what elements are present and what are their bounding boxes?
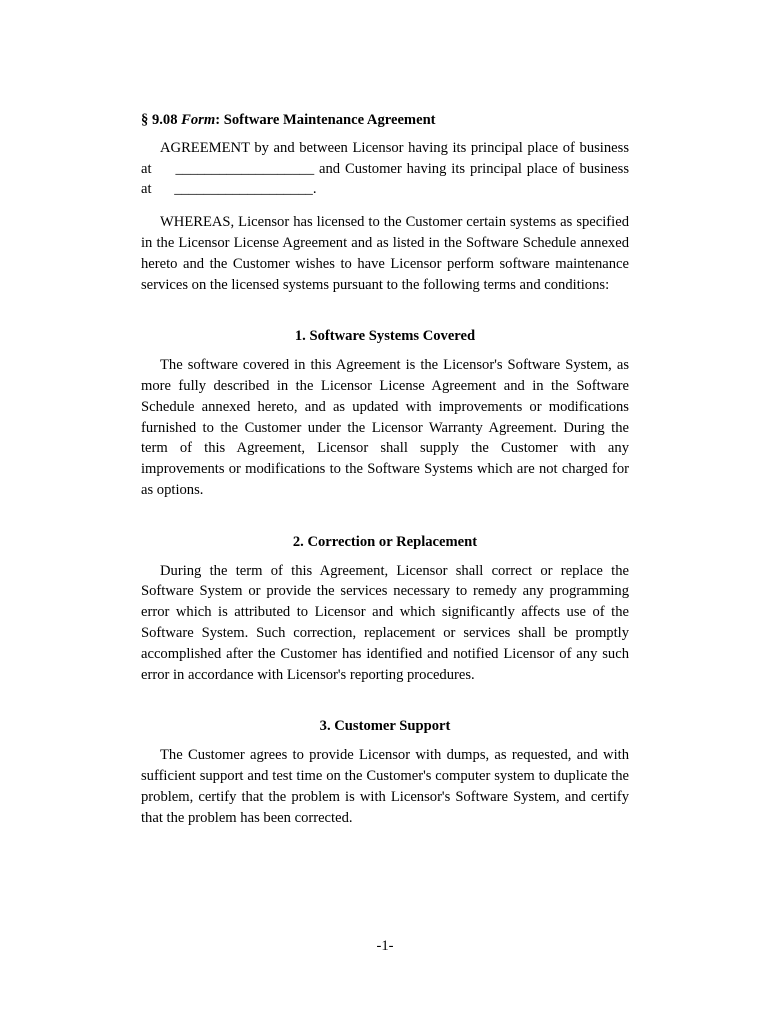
section-number: § 9.08 <box>141 112 178 128</box>
document-title <box>141 110 629 131</box>
address-blank-licensor: ___________________ <box>175 160 315 177</box>
page-number: -1- <box>376 938 394 954</box>
address-blank-customer: ___________________ <box>174 181 313 198</box>
document-page <box>141 110 629 828</box>
section-3-body: The Customer agrees to provide Licensor with dumps, as requested, and with sufficient support and test time on the Customer's computer system to duplicate the problem, certify that the problem is with Licensor's Software System, and certify that the problem has been corrected. <box>141 747 629 826</box>
form-word: Form <box>181 112 216 128</box>
section-1-title: 1. Software Systems Covered <box>294 328 476 345</box>
section-2-title: 2. Correction or Replacement <box>292 533 478 550</box>
intro-text-2: and Customer having its principal place of business at <box>141 160 630 198</box>
intro-text-3: . <box>312 181 317 198</box>
intro-text-1: AGREEMENT by and between Licensor having its principal place of business at <box>141 139 629 177</box>
whereas-paragraph: WHEREAS, Licensor has licensed to the Customer certain systems as specified in the Licensor License Agreement and as listed in the Software Schedule annexed hereto and the Customer wishes to have Licensor perform software maintenance services on the licensed systems pursuant to the following terms and conditions: <box>141 214 629 293</box>
section-1-body: The software covered in this Agreement is the Licensor's Software System, as more fully described in the Licensor License Agreement and in the Software Schedule annexed hereto, and as updated with improvements or modifications furnished to the Customer under the Licensor Warranty Agreement. During the term of this Agreement, Licensor shall supply the Customer with any improvements or modifications to the Software Systems which are not charged for as options. <box>141 357 629 498</box>
section-2-body: During the term of this Agreement, Licensor shall correct or replace the Software System or provide the services necessary to remedy any programming error which is attributed to Licensor and which significantly affects use of the Software System. Such correction, replacement or services shall be promptly accomplished after the Customer has identified and notified Licensor of any such error in accordance with Licensor's reporting procedures. <box>141 562 629 683</box>
intro-paragraph <box>141 138 629 200</box>
title-rest: : Software Maintenance Agreement <box>215 112 436 128</box>
section-3-title: 3. Customer Support <box>319 718 451 735</box>
